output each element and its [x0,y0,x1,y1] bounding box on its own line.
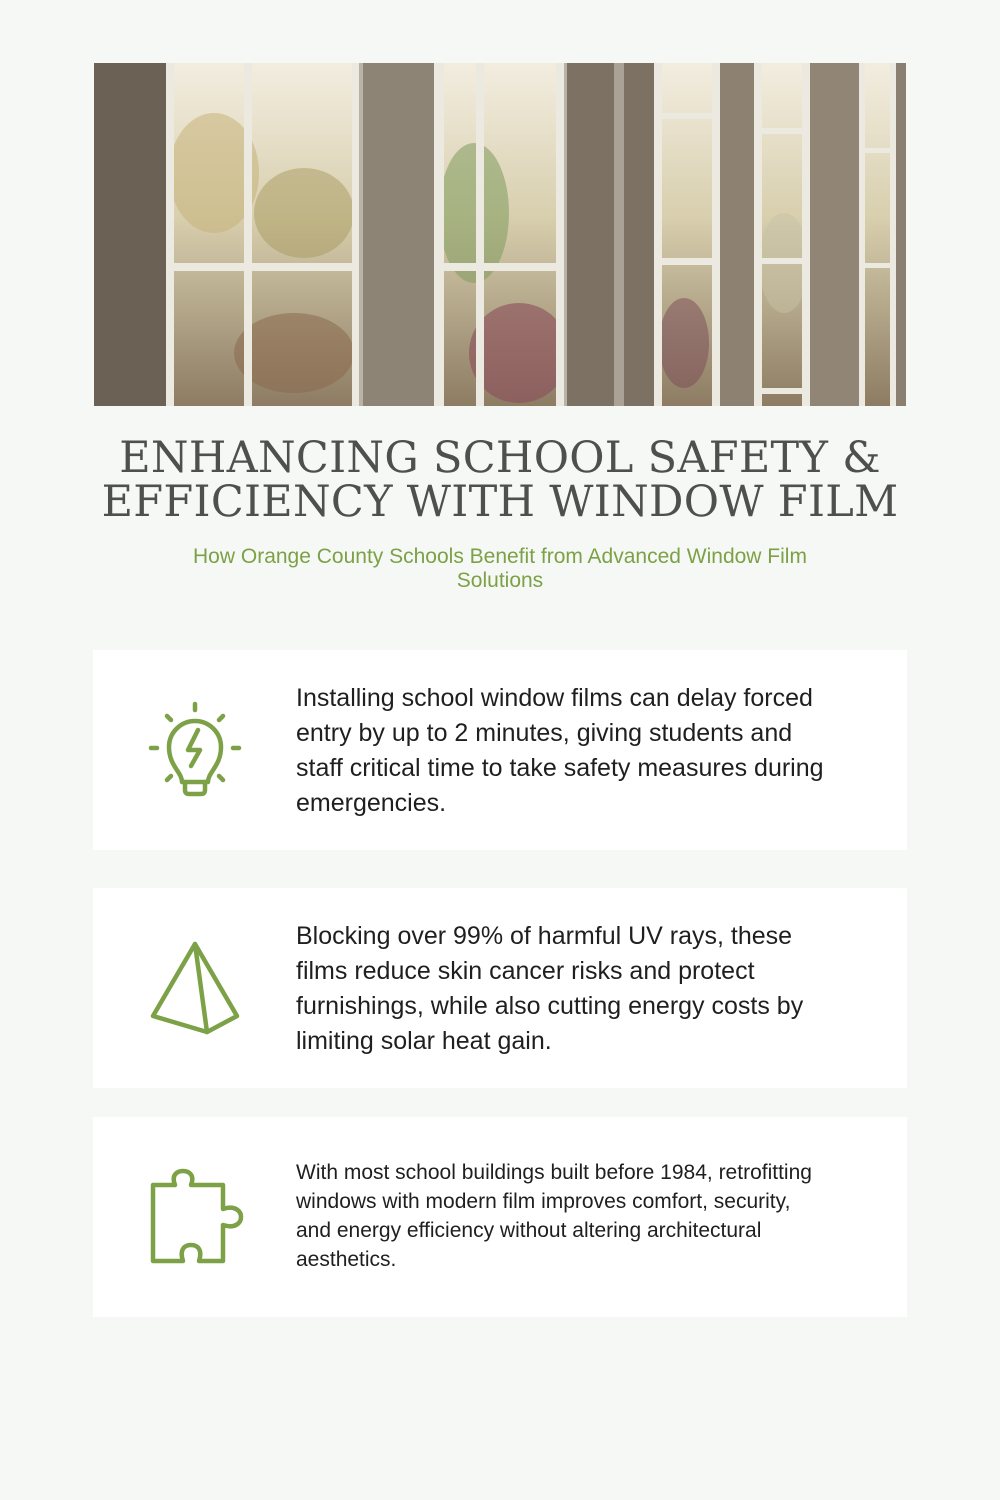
fact-card-forced-entry [93,650,907,850]
page-title [60,433,940,527]
pyramid-icon [145,938,245,1038]
fact-card-text: With most school buildings built before 1984, retrofitting windows with modern film improves comfort, security, and energy efficiency without altering architectural aesthetics. [296,1161,812,1271]
page-title-line-2: EFFICIENCY WITH WINDOW FILM [101,477,899,527]
puzzle-piece-icon [145,1167,245,1267]
lightbulb-icon [145,700,245,800]
hero-image-windows [94,63,906,406]
fact-card-uv-protection [93,888,907,1088]
fact-card-retrofit [93,1117,907,1317]
page-subtitle: How Orange County Schools Benefit from Advanced Window Film Solutions [193,545,807,592]
fact-card-text: Blocking over 99% of harmful UV rays, these films reduce skin cancer risks and protect furnishings, while also cutting energy costs by limiting solar heat gain. [296,922,804,1055]
fact-card-text: Installing school window films can delay forced entry by up to 2 minutes, giving students and staff critical time to take safety measures during emergencies. [296,684,824,817]
page-title-line-1: ENHANCING SCHOOL SAFETY & [119,433,881,483]
